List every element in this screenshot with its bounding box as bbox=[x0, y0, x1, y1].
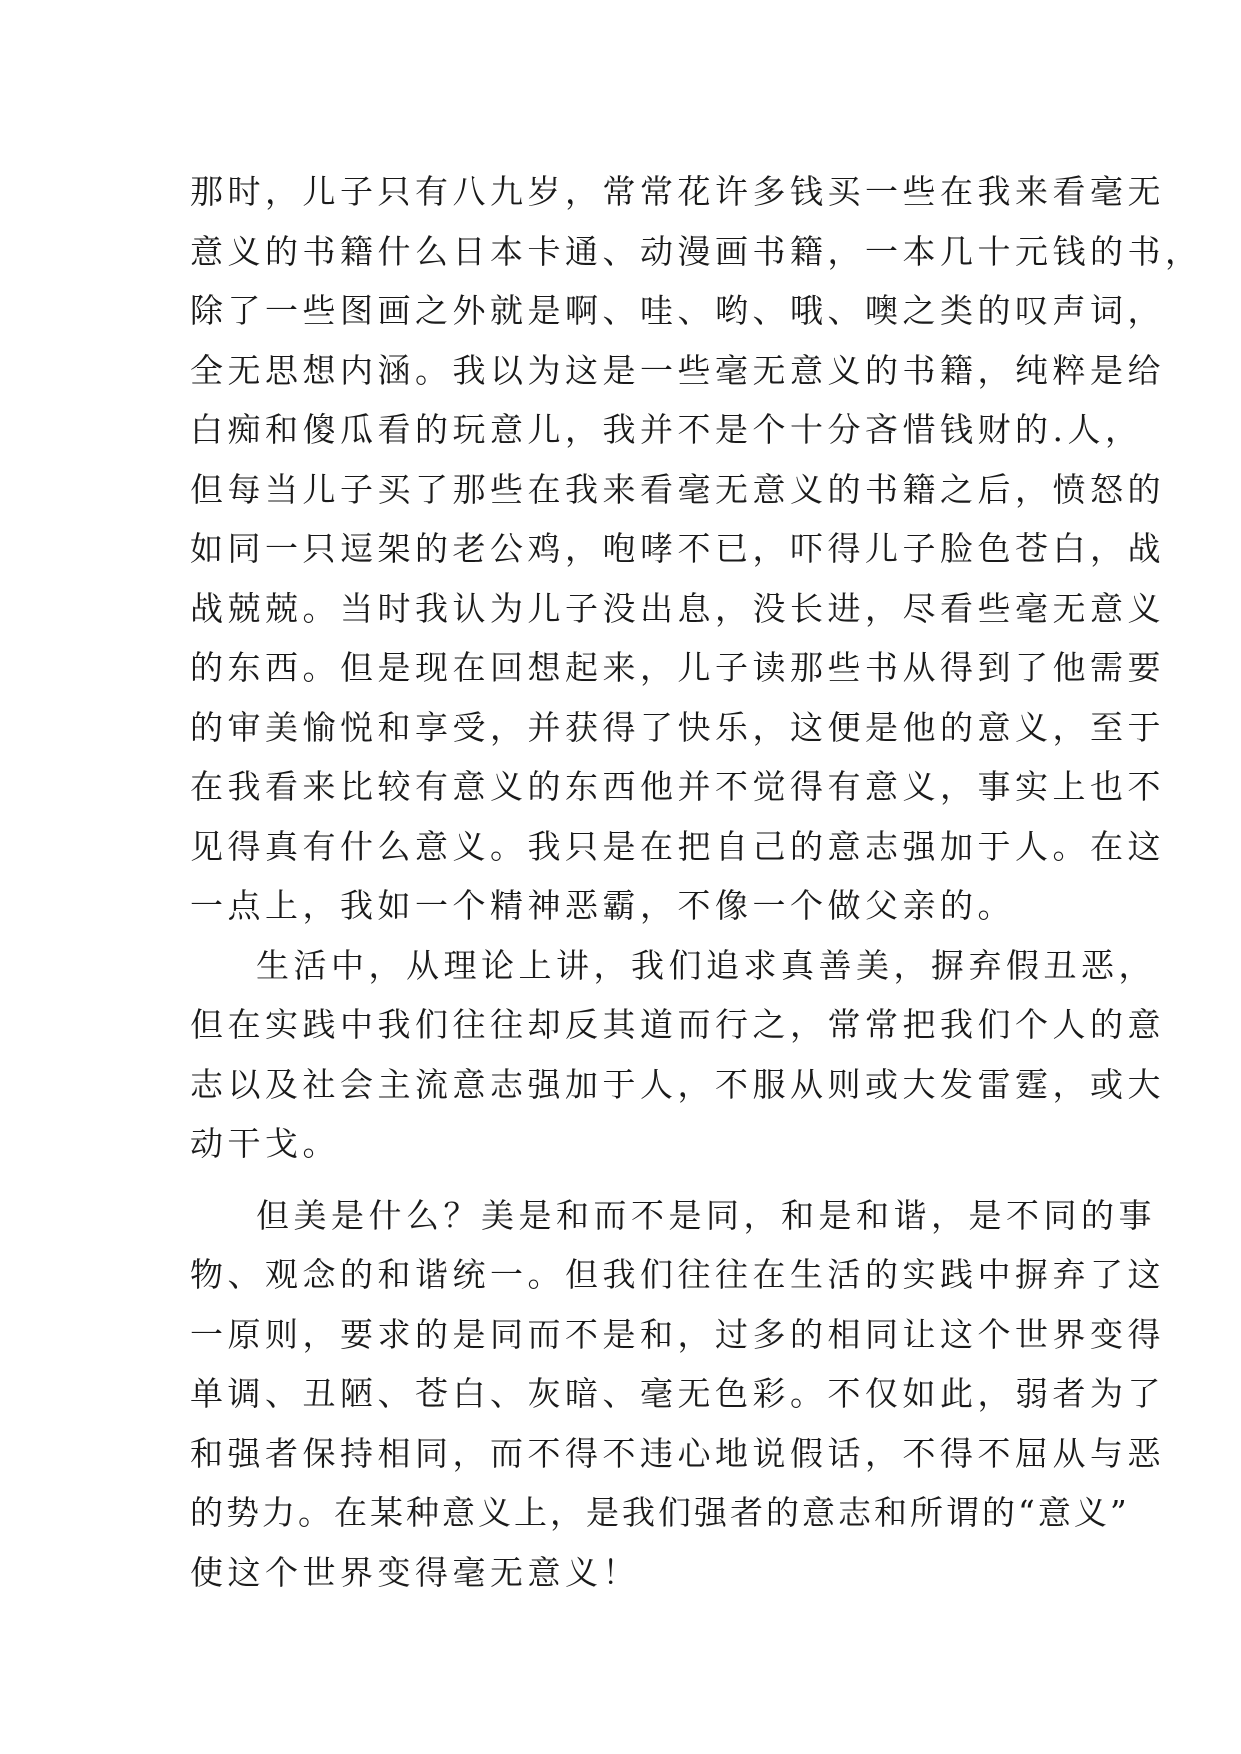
document-body bbox=[190, 162, 1203, 1602]
text-line: 见得真有什么意义。我只是在把自己的意志强加于人。在这 bbox=[190, 826, 1165, 866]
text-line: 的东西。但是现在回想起来，儿子读那些书从得到了他需要 bbox=[190, 648, 1165, 687]
text-line: 战兢兢。当时我认为儿子没出息，没长进，尽看些毫无意义 bbox=[190, 588, 1165, 628]
text-line: 物、观念的和谐统一。但我们往往在生活的实践中摒弃了这 bbox=[190, 1255, 1165, 1294]
text-line: 全无思想内涵。我以为这是一些毫无意义的书籍，纯粹是给 bbox=[190, 350, 1165, 390]
paragraph-3 bbox=[190, 1186, 1165, 1603]
text-line: 意义的书籍什么日本卡通、动漫画书籍，一本几十元钱的书， bbox=[190, 231, 1203, 271]
paragraph-1 bbox=[190, 162, 1203, 936]
text-line: 使这个世界变得毫无意义！ bbox=[190, 1552, 640, 1592]
text-line: 动干戈。 bbox=[190, 1124, 340, 1163]
text-line: 但每当儿子买了那些在我来看毫无意义的书籍之后，愤怒的 bbox=[190, 469, 1165, 509]
text-line: 一原则，要求的是同而不是和，过多的相同让这个世界变得 bbox=[190, 1314, 1165, 1354]
text-line: 的审美愉悦和享受，并获得了快乐，这便是他的意义，至于 bbox=[190, 707, 1165, 747]
text-line: 但在实践中我们往往却反其道而行之，常常把我们个人的意 bbox=[190, 1005, 1165, 1044]
text-line: 白痴和傻瓜看的玩意儿，我并不是个十分吝惜钱财的.人， bbox=[190, 410, 1143, 449]
text-line: 志以及社会主流意志强加于人，不服从则或大发雷霆，或大 bbox=[190, 1064, 1165, 1104]
text-line: 那时，儿子只有八九岁，常常花许多钱买一些在我来看毫无 bbox=[190, 172, 1165, 211]
text-line: 如同一只逗架的老公鸡，咆哮不已，吓得儿子脸色苍白，战 bbox=[190, 529, 1165, 568]
paragraph-2 bbox=[190, 936, 1165, 1174]
text-line: 一点上，我如一个精神恶霸，不像一个做父亲的。 bbox=[190, 886, 1015, 925]
text-line: 单调、丑陋、苍白、灰暗、毫无色彩。不仅如此，弱者为了 bbox=[190, 1374, 1165, 1413]
text-line: 除了一些图画之外就是啊、哇、哟、哦、噢之类的叹声词， bbox=[190, 291, 1165, 330]
text-line: 但美是什么？美是和而不是同，和是和谐，是不同的事 bbox=[256, 1195, 1156, 1235]
text-line: 和强者保持相同，而不得不违心地说假话，不得不屈从与恶 bbox=[190, 1433, 1165, 1473]
text-line: 的势力。在某种意义上，是我们强者的意志和所谓的“意义” bbox=[190, 1493, 1130, 1532]
text-line: 生活中，从理论上讲，我们追求真善美，摒弃假丑恶， bbox=[256, 945, 1156, 985]
paragraph-gap bbox=[190, 1174, 1070, 1186]
text-line: 在我看来比较有意义的东西他并不觉得有意义，事实上也不 bbox=[190, 767, 1165, 806]
